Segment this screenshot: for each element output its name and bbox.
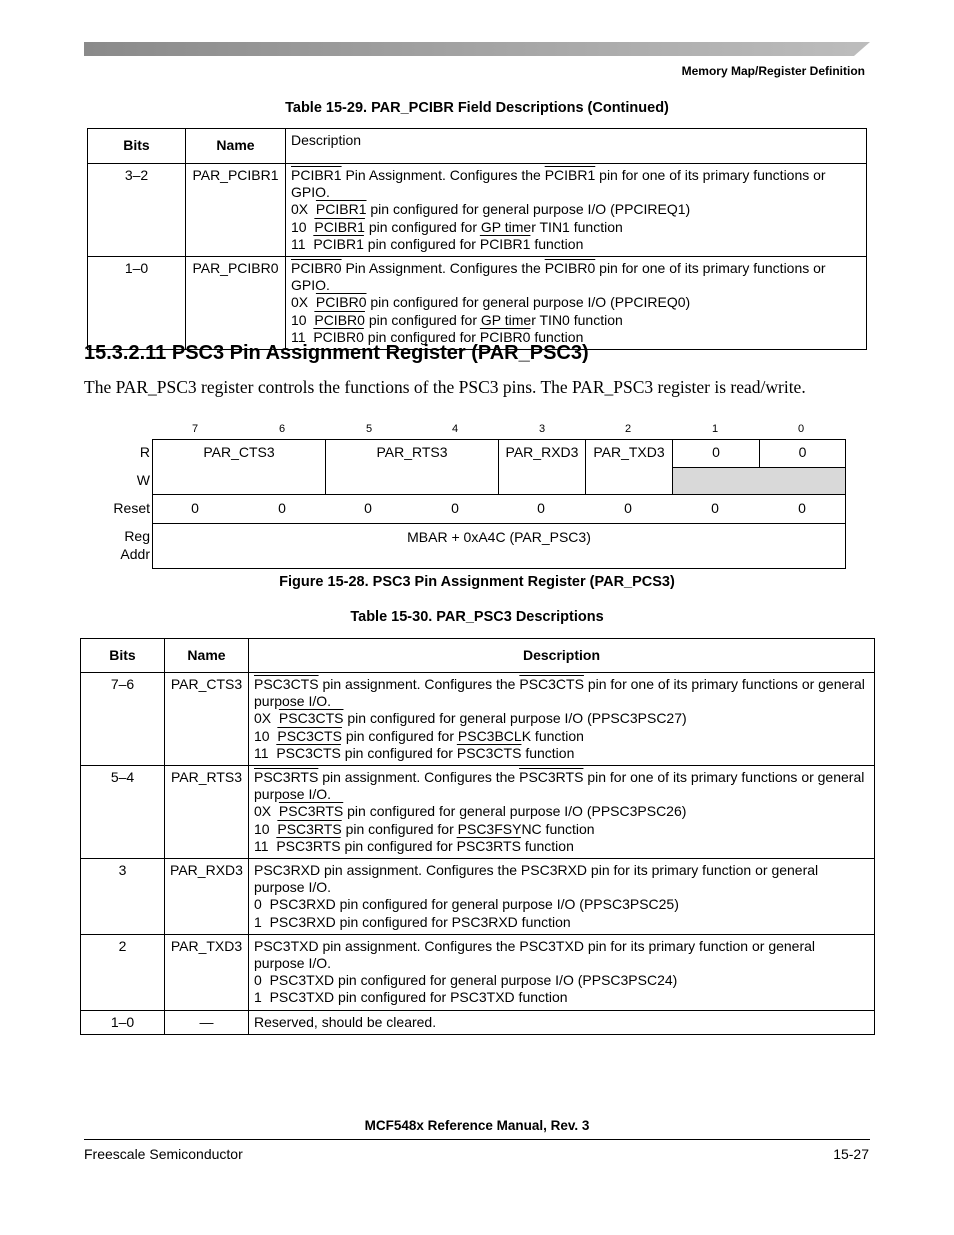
description-text: pin configured for general purpose I/O (PPSC3PSC26) [343, 803, 687, 820]
field-bit1-read [672, 439, 760, 468]
table-30-caption: Table 15-30. PAR_PSC3 Descriptions [350, 609, 604, 625]
col-header-bits: Bits [88, 129, 186, 164]
bit-number: 3 [538, 423, 546, 435]
description-text: 11 [254, 837, 277, 854]
description-text: pin configured for [363, 235, 480, 252]
cell-bits: 1–0 [88, 257, 186, 350]
signal-name-overbar: PSC3CTS [456, 744, 522, 761]
signal-name-overbar: PCIBR0 [314, 311, 365, 328]
description-text: 10 [291, 311, 315, 328]
running-header: Memory Map/Register Definition [681, 64, 865, 78]
table-row [81, 859, 875, 935]
description-text: 10 [254, 820, 278, 837]
description-line [291, 294, 861, 311]
description-text: 1 PSC3TXD pin configured for PSC3TXD function [254, 989, 568, 1006]
reset-value: 0 [798, 500, 806, 516]
signal-name-overbar: PSC3RTS [278, 803, 344, 820]
description-text: function [530, 328, 584, 345]
row-label-r: R [139, 444, 150, 460]
table-header-row [88, 129, 867, 164]
footer-manual-title: MCF548x Reference Manual, Rev. 3 [364, 1118, 590, 1133]
description-line [291, 201, 861, 218]
cell-bits: 1–0 [81, 1010, 165, 1034]
signal-name-overbar: PCIBR1 [479, 235, 531, 252]
bit-number: 1 [711, 423, 719, 435]
signal-name-overbar: PCIBR1 [544, 167, 596, 183]
signal-name-overbar: PCIBR1 [315, 201, 367, 218]
page-number: 15-27 [833, 1146, 869, 1162]
field-label: 0 [798, 444, 807, 460]
description-line [291, 167, 861, 201]
cell-name: PAR_PCIBR0 [186, 257, 286, 350]
cell-bits: 3 [81, 859, 165, 935]
table-30 [80, 638, 875, 1035]
description-text: 0 PSC3TXD pin configured for general purpose I/O (PPSC3PSC24) [254, 972, 678, 989]
field-par-cts3 [152, 439, 326, 495]
reset-value: 0 [711, 500, 719, 516]
header-bar [84, 42, 870, 56]
description-line [254, 914, 869, 931]
signal-name-overbar: PCIBR0 [544, 260, 596, 277]
description-text: pin configured for general purpose I/O (PPCIREQ0) [366, 294, 691, 311]
description-line [254, 972, 869, 989]
field-label: PAR_CTS3 [203, 444, 275, 460]
description-line [254, 710, 869, 727]
description-text: 11 [254, 744, 277, 761]
signal-name-overbar: PCIBR0 [315, 294, 367, 311]
col-header-bits: Bits [81, 639, 165, 673]
description-line [254, 728, 869, 745]
cell-bits: 3–2 [88, 164, 186, 257]
cell-bits: 2 [81, 934, 165, 1010]
reset-value: 0 [191, 500, 199, 516]
table-row [81, 766, 875, 859]
signal-name-overbar: PSC3CTS [278, 710, 344, 727]
field-par-rts3 [325, 439, 499, 495]
footer-company: Freescale Semiconductor [84, 1146, 243, 1162]
cell-description [249, 766, 875, 859]
description-text: 0 PSC3RXD pin configured for general purpose I/O (PPSC3PSC25) [254, 896, 679, 913]
description-text: pin for one of its primary functions or general purpose I/O. [254, 676, 869, 710]
description-text: 1 PSC3RXD pin configured for PSC3RXD function [254, 913, 571, 930]
table-header-row [81, 639, 875, 673]
description-text: pin configured for GP timer TIN0 function [364, 311, 623, 328]
description-text: pin configured for [363, 328, 480, 345]
description-text: 11 [291, 235, 314, 252]
register-diagram [152, 439, 846, 569]
signal-name-overbar: PSC3RTS [254, 769, 319, 786]
section-heading: 15.3.2.11 PSC3 Pin Assignment Register (PAR_PSC3) [84, 342, 589, 364]
signal-name-overbar: PCIBR1 [314, 218, 365, 235]
bit-number: 6 [278, 423, 286, 435]
row-label-addr: Addr [120, 546, 150, 562]
table-29-caption: Table 15-29. PAR_PCIBR Field Descriptions (Continued) [285, 100, 669, 116]
description-line [291, 312, 861, 329]
signal-name-overbar: PCIBR1 [313, 235, 364, 252]
cell-name: PAR_TXD3 [165, 934, 249, 1010]
table-row [88, 164, 867, 257]
signal-name-overbar: PSC3CTS [277, 727, 342, 744]
signal-name-overbar: PCIBR0 [479, 328, 531, 345]
description-line [254, 745, 869, 762]
description-line [254, 769, 869, 803]
description-text: pin configured for PSC3BCLK function [341, 727, 584, 744]
description-text: pin configured for [340, 837, 457, 854]
col-header-description: Description [249, 639, 875, 673]
cell-bits: 7–6 [81, 673, 165, 766]
field-label: PAR_RTS3 [376, 444, 448, 460]
reset-value: 0 [537, 500, 545, 516]
col-header-name: Name [186, 129, 286, 164]
description-line [254, 838, 869, 855]
description-line [254, 803, 869, 820]
signal-name-overbar: PSC3RTS [456, 837, 521, 854]
description-text: function [521, 744, 575, 761]
table-row [81, 934, 875, 1010]
description-text: pin for one of its primary functions or general purpose I/O. [254, 769, 869, 803]
cell-name: PAR_RXD3 [165, 859, 249, 935]
cell-name: PAR_PCIBR1 [186, 164, 286, 257]
description-line [254, 821, 869, 838]
description-text: function [530, 235, 584, 252]
signal-name-overbar: PSC3RTS [277, 820, 342, 837]
field-bit0-read [759, 439, 846, 468]
description-text: PSC3RXD pin assignment. Configures the PSC3RXD pin for its primary function or general purpose I/O. [254, 862, 823, 896]
description-line [254, 862, 869, 896]
bit-number: 7 [191, 423, 199, 435]
field-label: PAR_RXD3 [505, 444, 579, 460]
description-text: 10 [291, 218, 315, 235]
bit-number: 0 [797, 423, 805, 435]
reset-value: 0 [278, 500, 286, 516]
cell-name: — [165, 1010, 249, 1034]
field-par-rxd3 [498, 439, 586, 495]
cell-description [286, 164, 867, 257]
section-paragraph: The PAR_PSC3 register controls the functions of the PSC3 pins. The PAR_PSC3 register is read/write. [84, 377, 806, 397]
description-text: pin assignment. Configures the [318, 676, 520, 692]
description-line [254, 896, 869, 913]
description-line [291, 219, 861, 236]
description-text: pin configured for [340, 744, 457, 761]
description-text: 0X [254, 710, 279, 727]
description-text: pin for one of its primary functions or GPIO. [291, 167, 830, 201]
description-line [254, 989, 869, 1006]
signal-name-overbar: PSC3CTS [276, 744, 341, 761]
cell-name: PAR_RTS3 [165, 766, 249, 859]
field-label: PAR_TXD3 [593, 444, 665, 460]
footer-rule [84, 1139, 870, 1140]
cell-name: PAR_CTS3 [165, 673, 249, 766]
signal-name-overbar: PSC3CTS [254, 676, 319, 692]
cell-bits: 5–4 [81, 766, 165, 859]
description-line [254, 938, 869, 972]
reset-value: 0 [364, 500, 372, 516]
cell-description [249, 1010, 875, 1034]
row-label-reset: Reset [113, 500, 150, 516]
table-29 [87, 128, 867, 350]
description-text: Reserved, should be cleared. [254, 1013, 437, 1030]
description-text: pin configured for GP timer TIN1 function [364, 218, 623, 235]
cell-description [249, 934, 875, 1010]
reset-value: 0 [624, 500, 632, 516]
row-label-w: W [136, 472, 150, 488]
row-label-reg: Reg [124, 528, 150, 544]
field-reserved-write [672, 467, 846, 495]
description-text: pin configured for general purpose I/O (PPSC3PSC27) [343, 710, 687, 727]
cell-description [249, 673, 875, 766]
description-text: 0X [254, 803, 279, 820]
description-line [291, 236, 861, 253]
description-text: pin configured for PSC3FSYNC function [341, 820, 595, 837]
register-address [152, 523, 846, 569]
signal-name-overbar: PCIBR0 [313, 328, 364, 345]
address-label: MBAR + 0xA4C (PAR_PSC3) [407, 529, 591, 545]
bit-number: 5 [365, 423, 373, 435]
field-par-txd3 [585, 439, 673, 495]
description-text: Pin Assignment. Configures the [341, 260, 545, 277]
signal-name-overbar: PSC3RTS [519, 769, 584, 786]
description-line [254, 676, 869, 710]
signal-name-overbar: PSC3RTS [276, 837, 341, 854]
description-text: 10 [254, 727, 278, 744]
description-text: PSC3TXD pin assignment. Configures the PSC3TXD pin for its primary function or general purpose I/O. [254, 937, 819, 972]
description-text: pin configured for general purpose I/O (PPCIREQ1) [366, 201, 691, 218]
cell-description [249, 859, 875, 935]
bit-number: 4 [451, 423, 459, 435]
bit-number: 2 [624, 423, 632, 435]
field-label: 0 [712, 444, 720, 460]
description-text: Pin Assignment. Configures the [341, 167, 545, 183]
description-text: 0X [291, 201, 316, 218]
description-text: pin assignment. Configures the [318, 769, 520, 786]
description-text: 11 [291, 328, 314, 345]
description-text: pin for one of its primary functions or GPIO. [291, 260, 830, 294]
signal-name-overbar: PSC3CTS [519, 676, 584, 692]
table-row [88, 257, 867, 350]
signal-name-overbar: PCIBR0 [291, 260, 342, 277]
description-text: 0X [291, 294, 316, 311]
col-header-name: Name [165, 639, 249, 673]
table-row [81, 673, 875, 766]
figure-caption: Figure 15-28. PSC3 Pin Assignment Register (PAR_PCS3) [279, 574, 675, 590]
description-line [254, 1014, 869, 1031]
reset-value: 0 [451, 500, 459, 516]
col-header-description: Description [286, 129, 867, 164]
table-row [81, 1010, 875, 1034]
cell-description [286, 257, 867, 350]
description-line [291, 260, 861, 294]
signal-name-overbar: PCIBR1 [291, 167, 342, 183]
description-text: function [520, 837, 574, 854]
